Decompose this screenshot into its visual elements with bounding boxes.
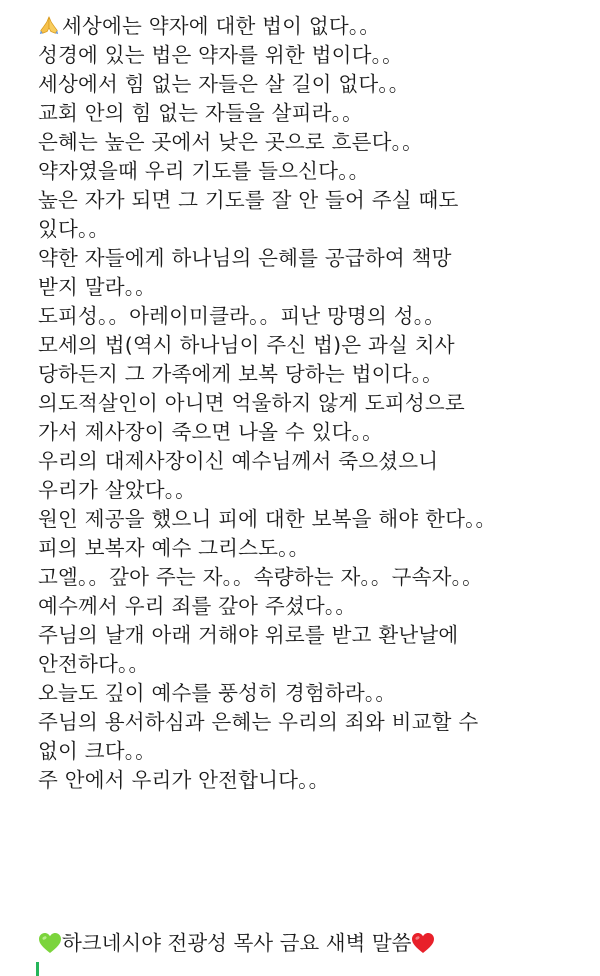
message-line: 우리의 대제사장이신 예수님께서 죽으셨으니 [38, 449, 439, 473]
message-line: 세상에는 약자에 대한 법이 없다。。 [38, 12, 594, 41]
message-line: 주 안에서 우리가 안전합니다。。 [38, 768, 330, 792]
message-line: 없이 크다。。 [38, 739, 156, 763]
message-line: 주님의 날개 아래 거해야 위로를 받고 환난날에 [38, 623, 459, 647]
message-line: 안전하다。。 [38, 652, 150, 676]
red-heart-icon [411, 932, 435, 954]
message-line: 가서 제사장이 죽으면 나올 수 있다。。 [38, 420, 383, 444]
message-line: 당하든지 그 가족에게 보복 당하는 법이다。。 [38, 362, 443, 386]
message-line: 피의 보복자 예수 그리스도。。 [38, 536, 310, 560]
message-text [38, 12, 594, 795]
message-line: 성경에 있는 법은 약자를 위한 법이다。。 [38, 43, 403, 67]
message-line: 오늘도 깊이 예수를 풍성히 경험하라。。 [38, 681, 397, 705]
message-line: 모세의 법(역시 하나님이 주신 법)은 과실 치사 [38, 333, 455, 357]
signature-text: 하크네시야 전광성 목사 금요 새벽 말씀 [62, 931, 412, 955]
message-line: 은혜는 높은 곳에서 낮은 곳으로 흐른다。。 [38, 130, 423, 154]
message-line: 받지 말라。。 [38, 275, 156, 299]
message-line: 의도적살인이 아니면 억울하지 않게 도피성으로 [38, 391, 465, 415]
message-line: 있다。。 [38, 217, 110, 241]
message-line: 고엘。。갚아 주는 자。。속량하는 자。。구속자。。 [38, 565, 483, 589]
message-line: 높은 자가 되면 그 기도를 잘 안 들어 주실 때도 [38, 188, 459, 212]
accent-bar [36, 962, 39, 976]
message-line: 세상에서 힘 없는 자들은 살 길이 없다。。 [38, 72, 410, 96]
message-line: 약자였을때 우리 기도를 들으신다。。 [38, 159, 370, 183]
message-line: 예수께서 우리 죄를 갚아 주셨다。。 [38, 594, 357, 618]
message-line: 우리가 살았다。。 [38, 478, 196, 502]
green-heart-icon [38, 932, 62, 954]
folded-hands-icon [38, 14, 60, 36]
message-line: 도피성。。아레이미클라。。피난 망명의 성。。 [38, 304, 445, 328]
message-line: 주님의 용서하심과 은혜는 우리의 죄와 비교할 수 [38, 710, 479, 734]
message-signature [38, 928, 435, 958]
message-line: 원인 제공을 했으니 피에 대한 보복을 해야 한다。。 [38, 507, 497, 531]
message-line: 교회 안의 힘 없는 자들을 살피라。。 [38, 101, 363, 125]
message-line: 약한 자들에게 하나님의 은혜를 공급하여 책망 [38, 246, 452, 270]
